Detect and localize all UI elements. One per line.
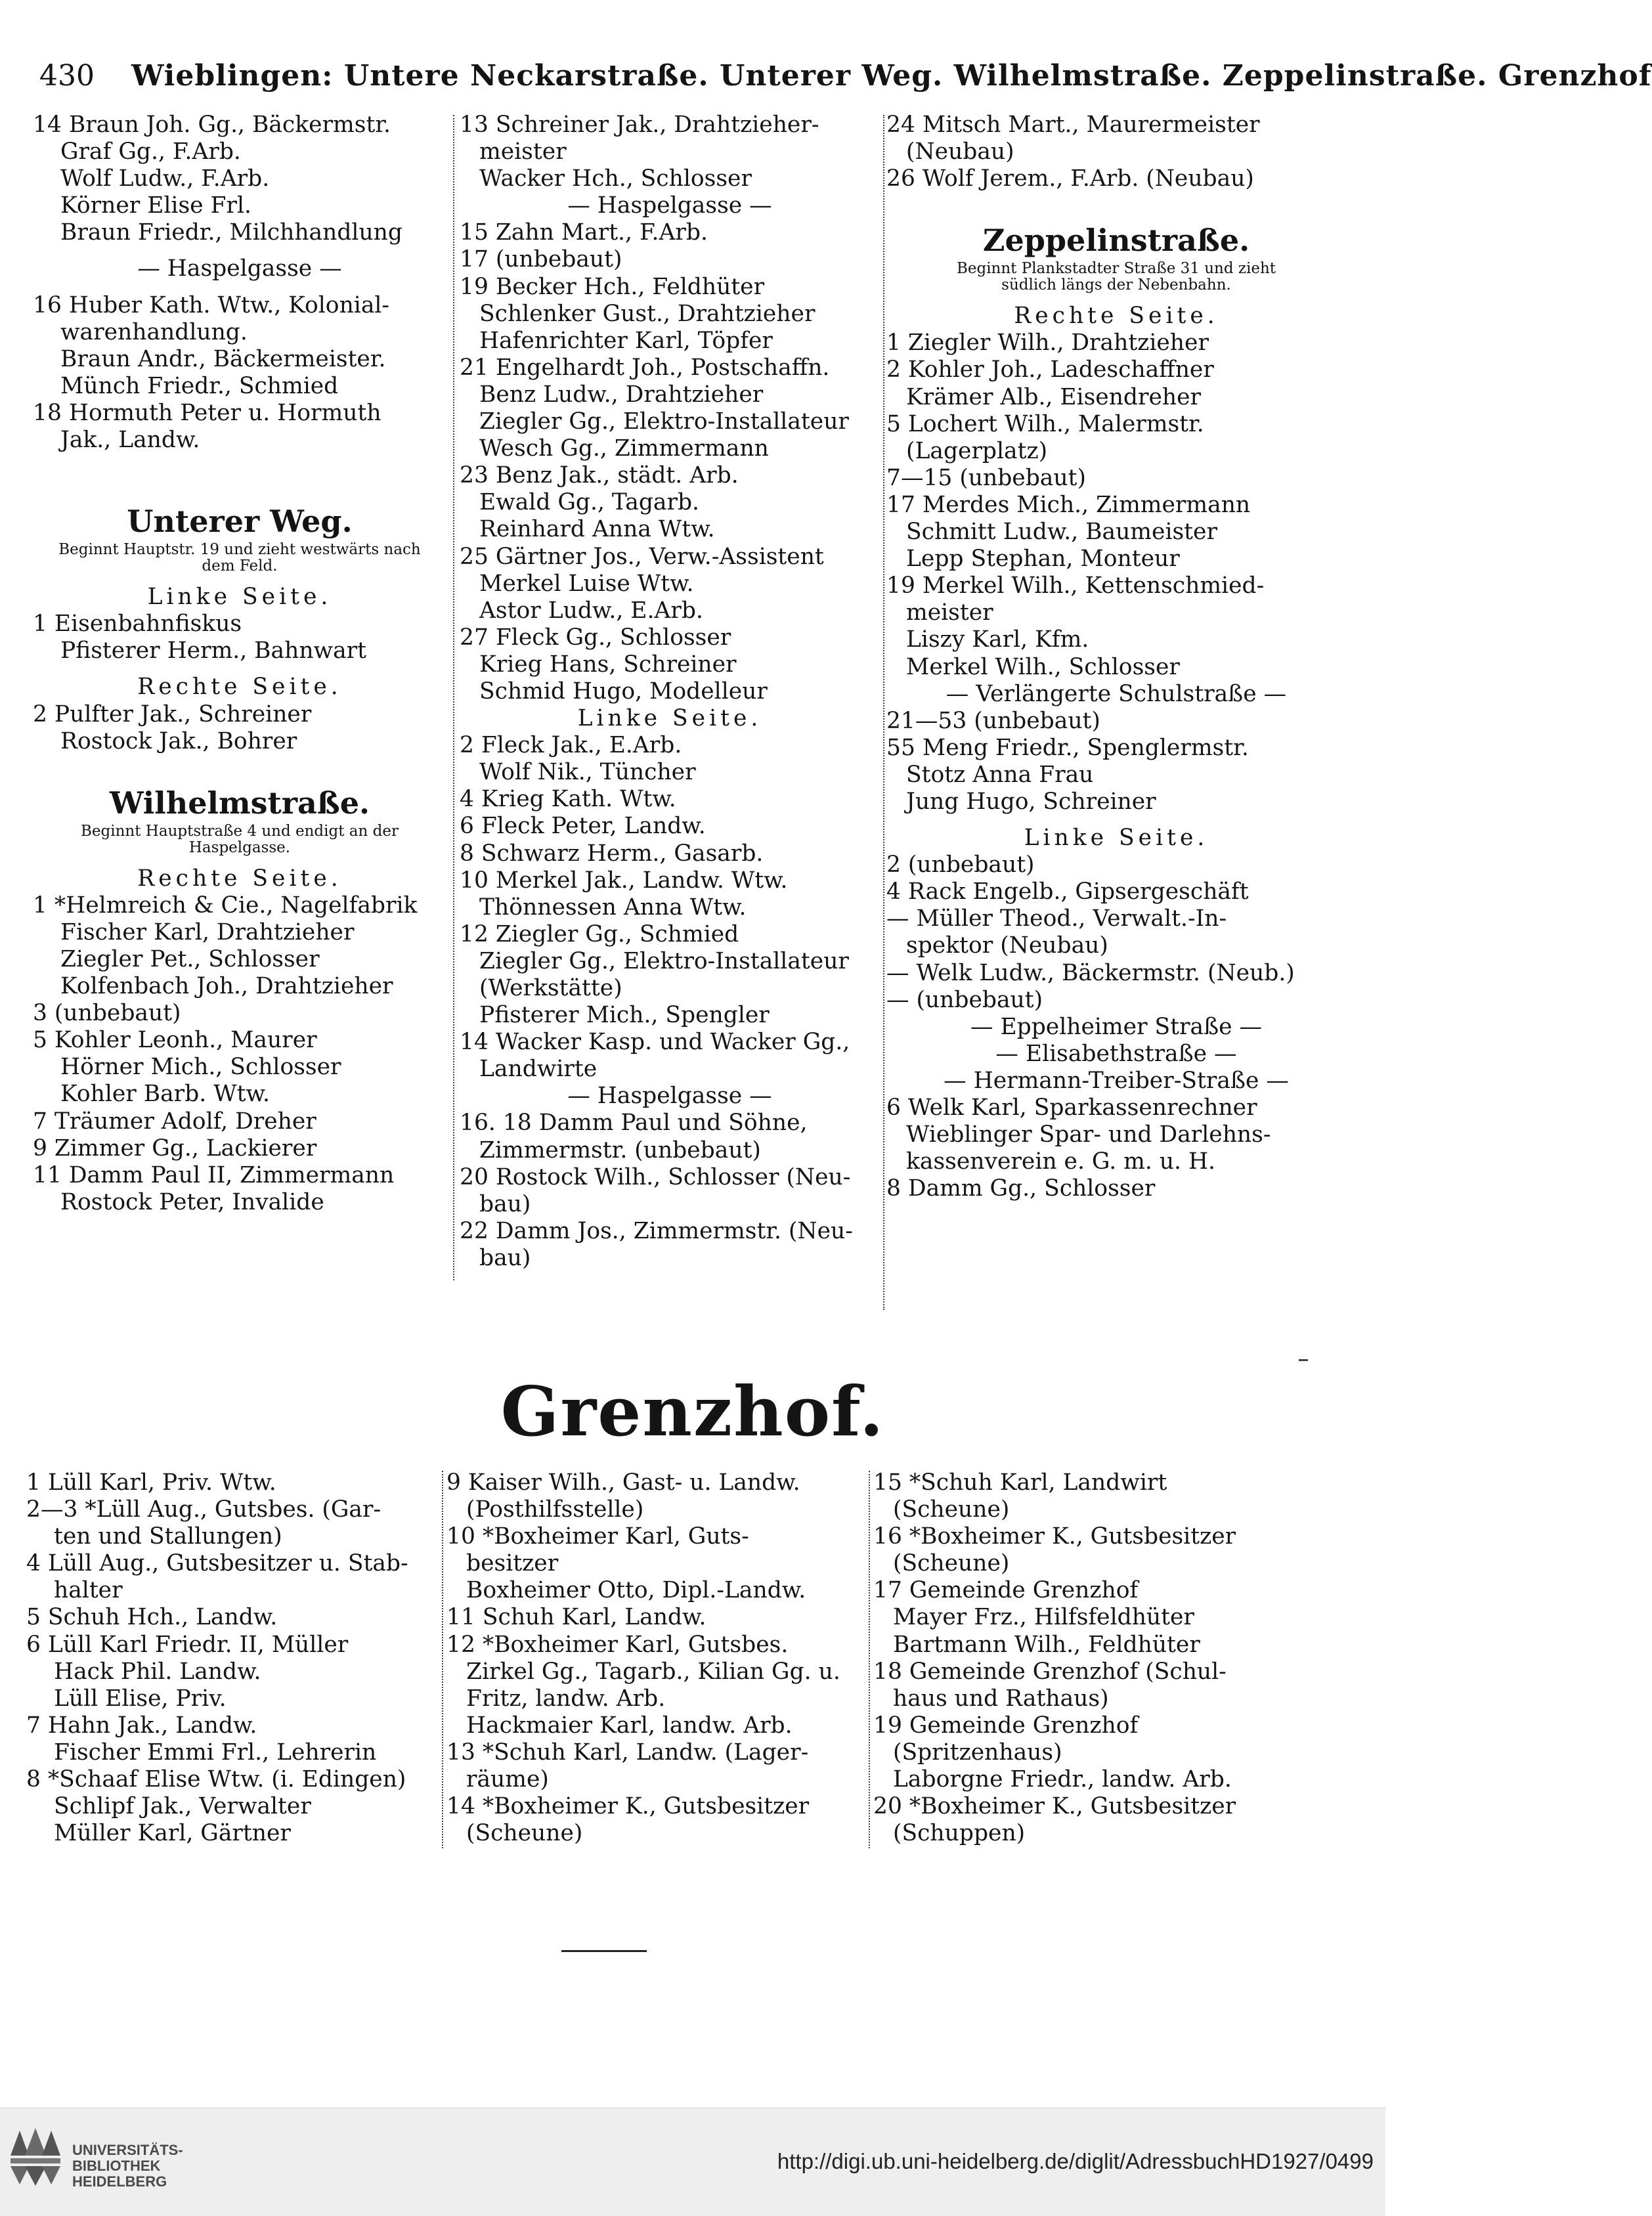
entry: kassenverein e. G. m. u. H. xyxy=(906,1148,1216,1175)
entry: Landwirte xyxy=(479,1056,598,1083)
street-description: südlich längs der Nebenbahn. xyxy=(1001,276,1231,294)
header-title: Wieblingen: Untere Neckarstraße. Unterer Weg. Wilhelmstraße. Zeppelinstraße. Grenzhof xyxy=(131,59,1652,93)
side-heading: Rechte Seite. xyxy=(137,865,342,892)
entry: Graf Gg., F.Arb. xyxy=(60,139,241,165)
entry: haus und Rathaus) xyxy=(893,1685,1109,1712)
street-heading-wilhelmstrasse: Wilhelmstraße. xyxy=(109,785,370,821)
entry: Krieg Hans, Schreiner xyxy=(479,651,737,678)
street-description: Beginnt Hauptstraße 4 und endigt an der xyxy=(81,822,399,840)
entry: Wieblinger Spar- und Darlehns- xyxy=(906,1121,1271,1148)
street-description: dem Feld. xyxy=(202,557,278,575)
entry: 5 Kohler Leonh., Maurer xyxy=(33,1027,317,1054)
column-rule xyxy=(442,1471,443,1848)
entry: Ziegler Pet., Schlosser xyxy=(60,945,320,972)
entry: (Neubau) xyxy=(906,139,1014,165)
upper-column-3 xyxy=(886,112,1346,1202)
entry: Ziegler Gg., Elektro-Installateur xyxy=(479,408,849,435)
lower-column-1 xyxy=(26,1469,440,1847)
entry: Bartmann Wilh., Feldhüter xyxy=(893,1631,1200,1658)
entry: 16. 18 Damm Paul und Söhne, xyxy=(460,1110,808,1137)
entry: Fischer Karl, Drahtzieher xyxy=(60,919,355,945)
entry: 14 Braun Joh. Gg., Bäckermstr. xyxy=(33,112,391,138)
entry: (Schuppen) xyxy=(893,1820,1026,1847)
entry: Reinhard Anna Wtw. xyxy=(479,516,715,543)
entry: (Scheune) xyxy=(893,1496,1010,1523)
entry: 14 Wacker Kasp. und Wacker Gg., xyxy=(460,1029,850,1056)
end-rule xyxy=(561,1950,647,1952)
entry: 1 Ziegler Wilh., Drahtzieher xyxy=(886,330,1209,357)
entry: 4 Lüll Aug., Gutsbesitzer u. Stab- xyxy=(26,1550,408,1577)
university-seal-icon xyxy=(8,2127,63,2187)
entry: 18 Hormuth Peter u. Hormuth xyxy=(33,399,381,426)
entry: (Lagerplatz) xyxy=(906,437,1048,464)
entry: 17 (unbebaut) xyxy=(460,246,622,273)
street-divider: — Elisabethstraße — xyxy=(995,1040,1237,1067)
entry: 9 Kaiser Wilh., Gast- u. Landw. xyxy=(446,1469,800,1496)
entry: Jung Hugo, Schreiner xyxy=(906,788,1156,815)
entry: Müller Karl, Gärtner xyxy=(54,1820,291,1847)
entry: 7—15 (unbebaut) xyxy=(886,464,1086,491)
entry: 5 Schuh Hch., Landw. xyxy=(26,1604,278,1631)
entry: Ziegler Gg., Elektro-Installateur xyxy=(479,947,849,974)
entry: Boxheimer Otto, Dipl.-Landw. xyxy=(466,1577,806,1604)
entry: 16 Huber Kath. Wtw., Kolonial- xyxy=(33,292,390,318)
entry: 8 Damm Gg., Schlosser xyxy=(886,1175,1156,1202)
upper-column-1 xyxy=(33,112,446,1216)
entry: Stotz Anna Frau xyxy=(906,761,1094,788)
entry: Braun Andr., Bäckermeister. xyxy=(60,345,386,372)
entry: Benz Ludw., Drahtzieher xyxy=(479,381,764,408)
lower-column-3 xyxy=(873,1469,1346,1847)
side-heading: Linke Seite. xyxy=(147,584,332,611)
side-heading: Linke Seite. xyxy=(1024,825,1209,852)
entry: 10 Merkel Jak., Landw. Wtw. xyxy=(460,867,788,894)
entry: Ewald Gg., Tagarb. xyxy=(479,489,700,516)
entry: meister xyxy=(479,139,567,165)
entry: 8 Schwarz Herm., Gasarb. xyxy=(460,840,764,867)
entry: Fischer Emmi Frl., Lehrerin xyxy=(54,1739,377,1766)
entry: 13 *Schuh Karl, Landw. (Lager- xyxy=(446,1739,809,1766)
margin-mark xyxy=(1299,1359,1308,1361)
entry: 22 Damm Jos., Zimmermstr. (Neu- xyxy=(460,1217,853,1244)
entry: 17 Merdes Mich., Zimmermann xyxy=(886,491,1251,518)
street-divider: — Verlängerte Schulstraße — xyxy=(946,680,1287,707)
column-rule xyxy=(883,115,884,1310)
street-description: Beginnt Hauptstr. 19 und zieht westwärts nach xyxy=(58,541,421,559)
side-heading: Rechte Seite. xyxy=(1014,303,1219,330)
entry: Schmid Hugo, Modelleur xyxy=(479,678,768,705)
entry: 26 Wolf Jerem., F.Arb. (Neubau) xyxy=(886,165,1254,192)
street-divider: — Hermann-Treiber-Straße — xyxy=(944,1067,1289,1094)
entry: 2 Kohler Joh., Ladeschaffner xyxy=(886,357,1214,383)
entry: Kohler Barb. Wtw. xyxy=(60,1081,270,1108)
entry: 20 *Boxheimer K., Gutsbesitzer xyxy=(873,1793,1236,1820)
entry: Hack Phil. Landw. xyxy=(54,1658,261,1685)
street-divider: — Eppelheimer Straße — xyxy=(970,1013,1263,1040)
entry: 1 Eisenbahnfiskus xyxy=(33,611,242,638)
entry: (Scheune) xyxy=(893,1550,1010,1577)
entry: Schmitt Ludw., Baumeister xyxy=(906,519,1217,546)
street-description: Haspelgasse. xyxy=(188,838,291,856)
entry: 19 Merkel Wilh., Kettenschmied- xyxy=(886,573,1265,599)
street-divider: — Haspelgasse — xyxy=(137,255,342,282)
entry: Wolf Ludw., F.Arb. xyxy=(60,165,270,192)
entry: (Scheune) xyxy=(466,1820,583,1847)
entry: 16 *Boxheimer K., Gutsbesitzer xyxy=(873,1523,1236,1550)
entry: 2—3 *Lüll Aug., Gutsbes. (Gar- xyxy=(26,1496,381,1523)
running-header xyxy=(39,51,1652,101)
entry: 11 Damm Paul II, Zimmermann xyxy=(33,1162,395,1188)
entry: halter xyxy=(54,1577,123,1604)
entry: 9 Zimmer Gg., Lackierer xyxy=(33,1135,317,1162)
entry: Rostock Jak., Bohrer xyxy=(60,728,297,754)
entry: 19 Becker Hch., Feldhüter xyxy=(460,273,765,300)
side-heading: Rechte Seite. xyxy=(137,674,342,701)
side-heading: Linke Seite. xyxy=(577,705,762,732)
entry: Merkel Wilh., Schlosser xyxy=(906,653,1180,680)
column-rule xyxy=(869,1471,870,1848)
entry: Mayer Frz., Hilfsfeldhüter xyxy=(893,1604,1194,1631)
entry: Braun Friedr., Milchhandlung xyxy=(60,219,402,246)
entry: 7 Hahn Jak., Landw. xyxy=(26,1712,257,1739)
entry: Zimmermstr. (unbebaut) xyxy=(479,1137,761,1163)
entry: — Welk Ludw., Bäckermstr. (Neub.) xyxy=(886,959,1295,986)
library-logo-text: UNIVERSITÄTS- BIBLIOTHEK HEIDELBERG xyxy=(72,2142,183,2190)
entry: Wesch Gg., Zimmermann xyxy=(479,435,769,462)
page-number: 430 xyxy=(39,59,95,93)
entry: (Spritzenhaus) xyxy=(893,1739,1062,1766)
entry: 6 Welk Karl, Sparkassenrechner xyxy=(886,1095,1257,1121)
street-divider: — Haspelgasse — xyxy=(567,192,772,219)
entry: Zirkel Gg., Tagarb., Kilian Gg. u. xyxy=(466,1658,840,1685)
entry: Kolfenbach Joh., Drahtzieher xyxy=(60,973,393,1000)
entry: 12 *Boxheimer Karl, Gutsbes. xyxy=(446,1631,789,1658)
entry: Wolf Nik., Tüncher xyxy=(479,759,696,786)
upper-column-2 xyxy=(460,112,880,1272)
source-url-link[interactable]: http://digi.ub.uni-heidelberg.de/diglit/AdressbuchHD1927/0499 xyxy=(777,2149,1374,2173)
entry: — (unbebaut) xyxy=(886,986,1043,1013)
entry: Wacker Hch., Schlosser xyxy=(479,165,752,192)
entry: Krämer Alb., Eisendreher xyxy=(906,383,1202,410)
entry: (Werkstätte) xyxy=(479,975,622,1001)
entry: Pfisterer Herm., Bahnwart xyxy=(60,638,367,664)
entry: 20 Rostock Wilh., Schlosser (Neu- xyxy=(460,1163,851,1190)
entry: ten und Stallungen) xyxy=(54,1523,282,1550)
entry: 7 Träumer Adolf, Dreher xyxy=(33,1108,316,1135)
entry: (Posthilfsstelle) xyxy=(466,1496,644,1523)
entry: 21—53 (unbebaut) xyxy=(886,707,1100,734)
entry: Thönnessen Anna Wtw. xyxy=(479,894,747,921)
entry: Jak., Landw. xyxy=(60,427,200,454)
entry: 24 Mitsch Mart., Maurermeister xyxy=(886,112,1260,138)
entry: 25 Gärtner Jos., Verw.-Assistent xyxy=(460,543,824,570)
entry: 5 Lochert Wilh., Malermstr. xyxy=(886,410,1204,437)
entry: 19 Gemeinde Grenzhof xyxy=(873,1712,1139,1739)
entry: 1 *Helmreich & Cie., Nagelfabrik xyxy=(33,892,418,919)
entry: Fritz, landw. Arb. xyxy=(466,1685,666,1712)
entry: Hackmaier Karl, landw. Arb. xyxy=(466,1712,793,1739)
entry: 10 *Boxheimer Karl, Guts- xyxy=(446,1523,749,1550)
entry: 2 (unbebaut) xyxy=(886,852,1035,879)
street-heading-unterer-weg: Unterer Weg. xyxy=(127,504,353,540)
entry: Schlenker Gust., Drahtzieher xyxy=(479,300,815,327)
entry: 14 *Boxheimer K., Gutsbesitzer xyxy=(446,1793,810,1820)
street-heading-zeppelinstrasse: Zeppelinstraße. xyxy=(982,223,1250,259)
entry: 6 Lüll Karl Friedr. II, Müller xyxy=(26,1631,349,1658)
entry: Rostock Peter, Invalide xyxy=(60,1188,324,1215)
footer-bar xyxy=(0,2108,1385,2216)
entry: 6 Fleck Peter, Landw. xyxy=(460,813,706,840)
entry: meister xyxy=(906,599,993,626)
entry: räume) xyxy=(466,1766,549,1793)
entry: Körner Elise Frl. xyxy=(60,192,251,219)
entry: 11 Schuh Karl, Landw. xyxy=(446,1604,706,1631)
entry: Merkel Luise Wtw. xyxy=(479,570,694,597)
entry: 18 Gemeinde Grenzhof (Schul- xyxy=(873,1658,1227,1685)
entry: 21 Engelhardt Joh., Postschaffn. xyxy=(460,354,830,381)
entry: Schlipf Jak., Verwalter xyxy=(54,1793,311,1820)
entry: 4 Rack Engelb., Gipsergeschäft xyxy=(886,879,1249,905)
entry: 55 Meng Friedr., Spenglermstr. xyxy=(886,734,1249,761)
entry: besitzer xyxy=(466,1550,559,1577)
entry: 4 Krieg Kath. Wtw. xyxy=(460,786,676,813)
entry: Pfisterer Mich., Spengler xyxy=(479,1002,770,1029)
entry: Astor Ludw., E.Arb. xyxy=(479,597,703,624)
entry: 17 Gemeinde Grenzhof xyxy=(873,1577,1139,1604)
entry: 8 *Schaaf Elise Wtw. (i. Edingen) xyxy=(26,1766,406,1793)
entry: 1 Lüll Karl, Priv. Wtw. xyxy=(26,1469,276,1496)
entry: Laborgne Friedr., landw. Arb. xyxy=(893,1766,1232,1793)
entry: 2 Fleck Jak., E.Arb. xyxy=(460,732,682,759)
entry: spektor (Neubau) xyxy=(906,932,1108,959)
entry: Hörner Mich., Schlosser xyxy=(60,1054,341,1081)
entry: 15 Zahn Mart., F.Arb. xyxy=(460,219,708,246)
entry: Lepp Stephan, Monteur xyxy=(906,546,1180,573)
entry: Münch Friedr., Schmied xyxy=(60,372,339,399)
entry: Lüll Elise, Priv. xyxy=(54,1685,227,1712)
lower-column-2 xyxy=(446,1469,867,1847)
entry: 13 Schreiner Jak., Drahtzieher- xyxy=(460,112,819,138)
street-divider: — Haspelgasse — xyxy=(567,1083,772,1110)
entry: — Müller Theod., Verwalt.-In- xyxy=(886,905,1227,932)
entry: warenhandlung. xyxy=(60,318,248,345)
section-title-grenzhof: Grenzhof. xyxy=(500,1371,885,1452)
street-description: Beginnt Plankstadter Straße 31 und zieht xyxy=(956,260,1276,278)
entry: 2 Pulfter Jak., Schreiner xyxy=(33,701,312,728)
entry: Hafenrichter Karl, Töpfer xyxy=(479,327,773,354)
column-rule xyxy=(453,115,454,1280)
entry: Liszy Karl, Kfm. xyxy=(906,626,1089,653)
entry: 15 *Schuh Karl, Landwirt xyxy=(873,1469,1167,1496)
entry: 23 Benz Jak., städt. Arb. xyxy=(460,462,739,489)
entry: 12 Ziegler Gg., Schmied xyxy=(460,921,739,947)
entry: bau) xyxy=(479,1244,531,1271)
entry: 3 (unbebaut) xyxy=(33,1000,181,1027)
entry: 27 Fleck Gg., Schlosser xyxy=(460,624,731,651)
entry: bau) xyxy=(479,1190,531,1217)
